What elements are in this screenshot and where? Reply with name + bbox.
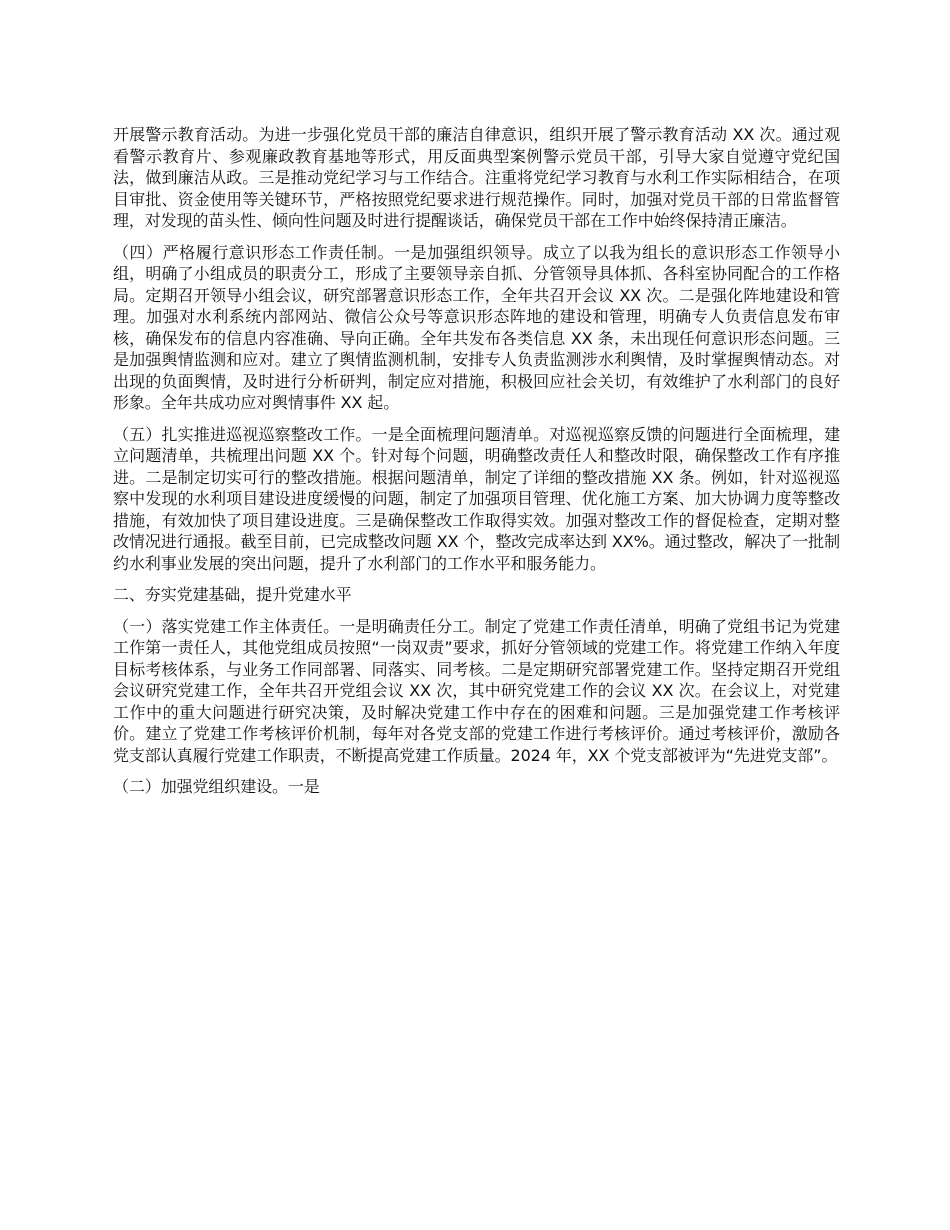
- paragraph-warning-education: 开展警示教育活动。为进一步强化党员干部的廉洁自律意识，组织开展了警示教育活动 XX 次。通过观看警示教育片、参观廉政教育基地等形式，用反面典型案例警示党员干部，引导大家自觉遵守党纪国法，做到廉洁从政。三是推动党纪学习与工作结合。注重将党纪学习教育与水利工作实际相结合，在项目审批、资金使用等关键环节，严格按照党纪要求进行规范操作。同时，加强对党员干部的日常监督管理，对发现的苗头性、倾向性问题及时进行提醒谈话，确保党员干部在工作中始终保持清正廉洁。: [113, 125, 840, 230]
- paragraph-ideology-responsibility: （四）严格履行意识形态工作责任制。一是加强组织领导。成立了以我为组长的意识形态工作领导小组，明确了小组成员的职责分工，形成了主要领导亲自抓、分管领导具体抓、各科室协同配合的工作格局。定期召开领导小组会议，研究部署意识形态工作，全年共召开会议 XX 次。二是强化阵地建设和管理。加强对水利系统内部网站、微信公众号等意识形态阵地的建设和管理，明确专人负责信息发布审核，确保发布的信息内容准确、导向正确。全年共发布各类信息 XX 条，未出现任何意识形态问题。三是加强舆情监测和应对。建立了舆情监测机制，安排专人负责监测涉水利舆情，及时掌握舆情动态。对出现的负面舆情，及时进行分析研判，制定应对措施，积极回应社会关切，有效维护了水利部门的良好形象。全年共成功应对舆情事件 XX 起。: [113, 242, 840, 412]
- section-heading-party-building: 二、夯实党建基础，提升党建水平: [113, 585, 352, 604]
- document-page: [113, 124, 840, 808]
- paragraph-party-organization: （二）加强党组织建设。一是: [113, 777, 320, 796]
- paragraph-party-building-responsibility: （一）落实党建工作主体责任。一是明确责任分工。制定了党建工作责任清单，明确了党组书记为党建工作第一责任人，其他党组成员按照“一岗双责”要求，抓好分管领域的党建工作。将党建工作纳入年度目标考核体系，与业务工作同部署、同落实、同考核。二是定期研究部署党建工作。坚持定期召开党组会议研究党建工作，全年共召开党组会议 XX 次，其中研究党建工作的会议 XX 次。在会议上，对党建工作中的重大问题进行研究决策，及时解决党建工作中存在的困难和问题。三是加强党建工作考核评价。建立了党建工作考核评价机制，每年对各党支部的党建工作进行考核评价。通过考核评价，激励各党支部认真履行党建工作职责，不断提高党建工作质量。2024 年，XX 个党支部被评为“先进党支部”。: [113, 616, 840, 765]
- paragraph-inspection-rectification: （五）扎实推进巡视巡察整改工作。一是全面梳理问题清单。对巡视巡察反馈的问题进行全面梳理，建立问题清单，共梳理出问题 XX 个。针对每个问题，明确整改责任人和整改时限，确保整改工作有序推进。二是制定切实可行的整改措施。根据问题清单，制定了详细的整改措施 XX 条。例如，针对巡视巡察中发现的水利项目建设进度缓慢的问题，制定了加强项目管理、优化施工方案、加大协调力度等整改措施，有效加快了项目建设进度。三是确保整改工作取得实效。加强对整改工作的督促检查，定期对整改情况进行通报。截至目前，已完成整改问题 XX 个，整改完成率达到 XX%。通过整改，解决了一批制约水利事业发展的突出问题，提升了水利部门的工作水平和服务能力。: [113, 424, 840, 573]
